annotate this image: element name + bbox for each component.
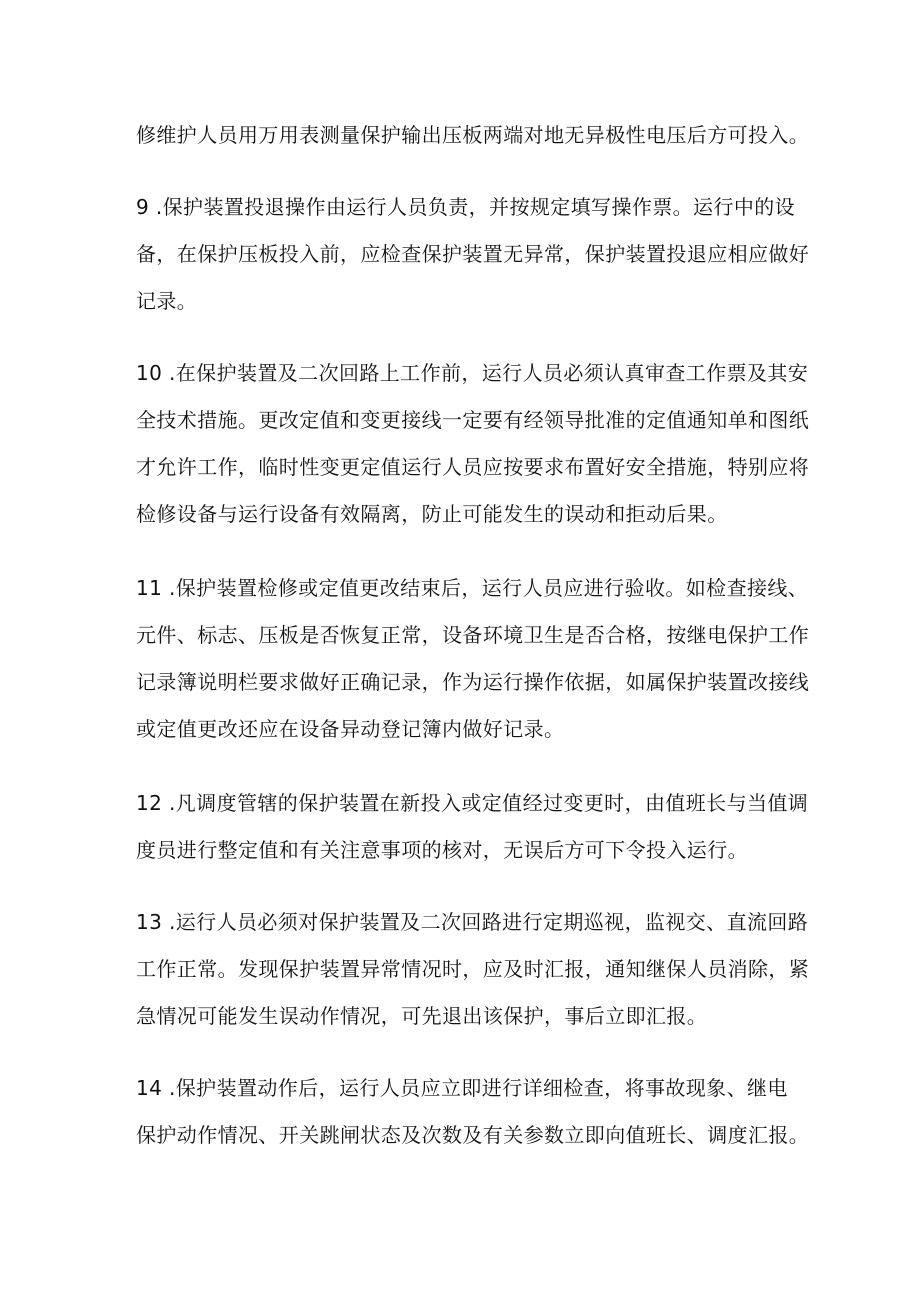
paragraph-line: 13 .运行人员必须对保护装置及二次回路进行定期巡视，监视交、直流回路 (136, 910, 809, 934)
paragraph-line: 元件、标志、压板是否恢复正常，设备环境卫生是否合格，按继电保护工作 (136, 623, 810, 647)
paragraph-line: 工作正常。发现保护装置异常情况时，应及时汇报，通知继保人员消除，紧 (136, 957, 810, 981)
paragraph-line: 全技术措施。更改定值和变更接线一定要有经领导批准的定值通知单和图纸 (136, 408, 810, 432)
paragraph-line: 急情况可能发生误动作情况，可先退出该保护，事后立即汇报。 (136, 1004, 708, 1028)
paragraph-line: 14 .保护装置动作后，运行人员应立即进行详细检查，将事故现象、继电 (136, 1076, 788, 1100)
paragraph-line: 修维护人员用万用表测量保护输出压板两端对地无异极性电压后方可投入。 (136, 123, 810, 147)
paragraph-line: 9 .保护装置投退操作由运行人员负责，并按规定填写操作票。运行中的设 (136, 195, 796, 219)
paragraph-line: 才允许工作，临时性变更定值运行人员应按要求布置好安全措施，特别应将 (136, 455, 810, 479)
paragraph-line: 度员进行整定值和有关注意事项的核对，无误后方可下令投入运行。 (136, 838, 748, 862)
paragraph-line: 10 .在保护装置及二次回路上工作前，运行人员必须认真审查工作票及其安 (136, 361, 809, 385)
paragraph-line: 或定值更改还应在设备异动登记簿内做好记录。 (136, 717, 565, 741)
paragraph-line: 备，在保护压板投入前，应检查保护装置无异常，保护装置投退应相应做好 (136, 242, 810, 266)
paragraph-line: 12 .凡调度管辖的保护装置在新投入或定值经过变更时，由值班长与当值调 (136, 791, 809, 815)
paragraph-line: 记录。 (136, 289, 198, 313)
paragraph-line: 记录簿说明栏要求做好正确记录，作为运行操作依据，如属保护装置改接线 (136, 670, 810, 694)
paragraph-line: 保护动作情况、开关跳闸状态及次数及有关参数立即向值班长、调度汇报。 (136, 1123, 810, 1147)
paragraph-line: 11 .保护装置检修或定值更改结束后，运行人员应进行验收。如检查接线、 (136, 576, 809, 600)
paragraph-line: 检修设备与运行设备有效隔离，防止可能发生的误动和拒动后果。 (136, 502, 728, 526)
